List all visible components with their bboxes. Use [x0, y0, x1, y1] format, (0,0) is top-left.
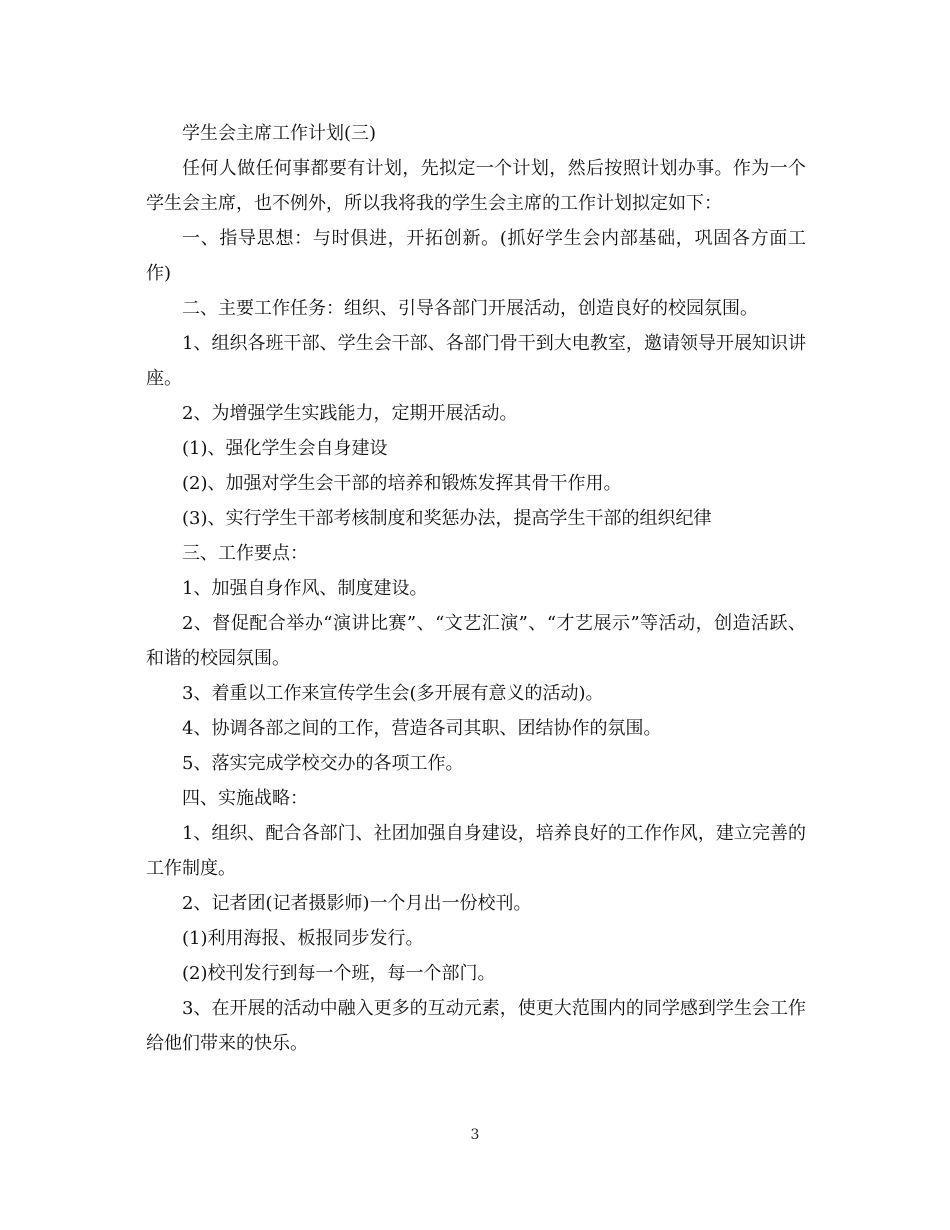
paragraph-point-1: 1、加强自身作风、制度建设。 — [182, 578, 428, 599]
paragraph-task-1: 1、组织各班干部、学生会干部、各部门骨干到大电教室，邀请领导开展知识讲座。 — [146, 333, 806, 389]
paragraph-point-2: 2、督促配合举办“演讲比赛”、“文艺汇演”、“才艺展示”等活动，创造活跃、和谐的校园氛围。 — [146, 613, 806, 669]
paragraph-task-2-1: (1)、强化学生会自身建设 — [182, 438, 388, 459]
paragraph-strategy: 四、实施战略： — [182, 788, 308, 809]
paragraph-strategy-2-2: (2)校刊发行到每一个班，每一个部门。 — [182, 963, 496, 984]
paragraph-intro: 任何人做任何事都要有计划，先拟定一个计划，然后按照计划办事。作为一个学生会主席，也不例外，所以我将我的学生会主席的工作计划拟定如下： — [146, 158, 806, 214]
paragraph-task-2: 2、为增强学生实践能力，定期开展活动。 — [182, 403, 518, 424]
document-body — [146, 116, 806, 1061]
paragraph-key-points: 三、工作要点： — [182, 543, 308, 564]
paragraph-strategy-3: 3、在开展的活动中融入更多的互动元素，使更大范围内的同学感到学生会工作给他们带来的快乐。 — [146, 998, 806, 1054]
paragraph-point-4: 4、协调各部之间的工作，营造各司其职、团结协作的氛围。 — [182, 718, 662, 739]
paragraph-task-2-3: (3)、实行学生干部考核制度和奖惩办法，提高学生干部的组织纪律 — [182, 508, 712, 529]
document-title: 学生会主席工作计划(三) — [182, 123, 377, 144]
paragraph-point-3: 3、着重以工作来宣传学生会(多开展有意义的活动)。 — [182, 683, 604, 704]
paragraph-task-2-2: (2)、加强对学生会干部的培养和锻炼发挥其骨干作用。 — [182, 473, 622, 494]
paragraph-guiding-idea: 一、指导思想：与时俱进，开拓创新。(抓好学生会内部基础，巩固各方面工作) — [146, 228, 806, 284]
paragraph-strategy-1: 1、组织、配合各部门、社团加强自身建设，培养良好的工作作风，建立完善的工作制度。 — [146, 823, 806, 879]
paragraph-strategy-2: 2、记者团(记者摄影师)一个月出一份校刊。 — [182, 893, 532, 914]
paragraph-point-5: 5、落实完成学校交办的各项工作。 — [182, 753, 464, 774]
paragraph-main-tasks: 二、主要工作任务：组织、引导各部门开展活动，创造良好的校园氛围。 — [182, 298, 758, 319]
paragraph-strategy-2-1: (1)利用海报、板报同步发行。 — [182, 928, 424, 949]
page-number: 3 — [470, 1127, 480, 1143]
